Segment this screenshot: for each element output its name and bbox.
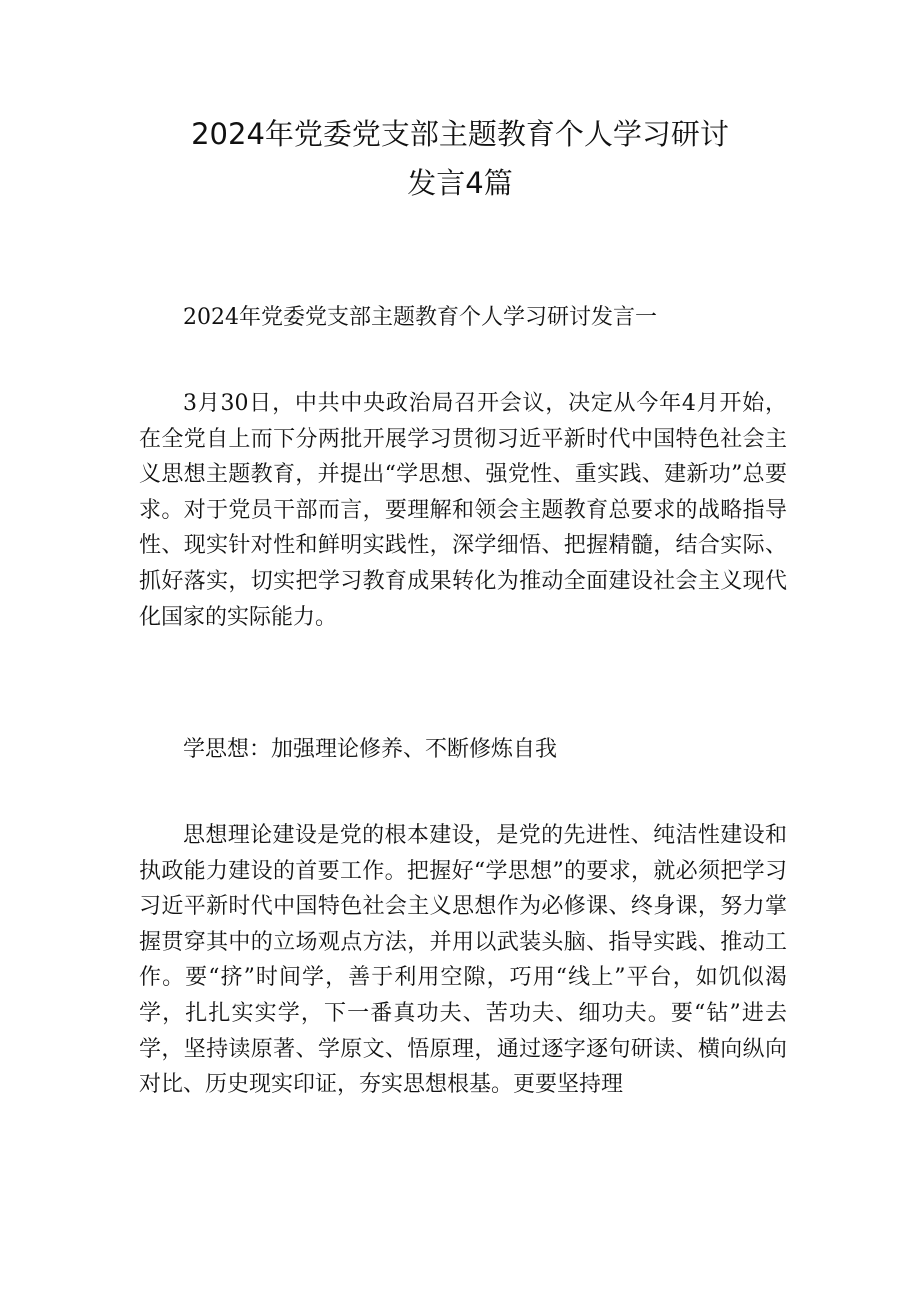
- section-heading-learn-thought: 学思想：加强理论修养、不断修炼自我: [183, 737, 558, 762]
- paragraph-learn-thought: 思想理论建设是党的根本建设，是党的先进性、纯洁性建设和执政能力建设的首要工作。把握好“学思想”的要求，就必须把学习习近平新时代中国特色社会主义思想作为必修课、终身课，努力掌握贯穿其中的立场观点方法，并用以武装头脑、指导实践、推动工作。要“挤”时间学，善于利用空隙，巧用“线上”平台，如饥似渴学，扎扎实实学，下一番真功夫、苦功夫、细功夫。要“钻”进去学，坚持读原著、学原文、悟原理，通过逐字逐句研读、横向纵向对比、历史现实印证，夯实思想根基。更要坚持理: [139, 823, 787, 1098]
- section-subtitle: 2024年党委党支部主题教育个人学习研讨发言一: [183, 305, 657, 330]
- document-title-line-1: 2024年党委党支部主题教育个人学习研讨: [191, 117, 729, 151]
- document-title-line-2: 发言4篇: [407, 166, 513, 200]
- paragraph-intro: 3月30日，中共中央政治局召开会议，决定从今年4月开始，在全党自上而下分两批开展学习贯彻习近平新时代中国特色社会主义思想主题教育，并提出“学思想、强党性、重实践、建新功”总要求。对于党员干部而言，要理解和领会主题教育总要求的战略指导性、现实针对性和鲜明实践性，深学细悟、把握精髓，结合实际、抓好落实，切实把学习教育成果转化为推动全面建设社会主义现代化国家的实际能力。: [139, 391, 787, 630]
